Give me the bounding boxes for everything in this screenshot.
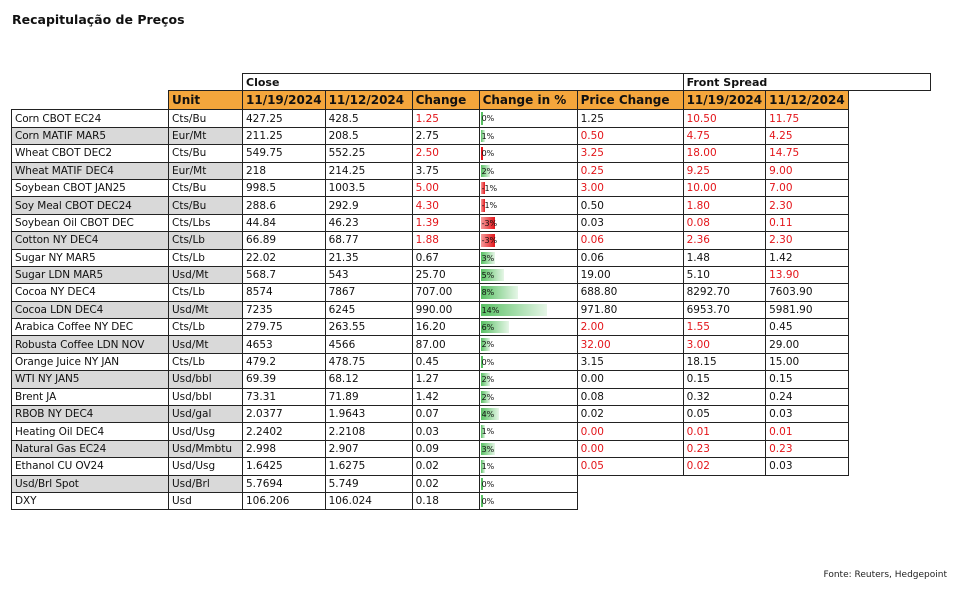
change-pct-cell [479,249,577,266]
spread-price-change-cell: 0.00 [577,371,683,388]
close-previous-cell: 263.55 [325,319,412,336]
commodity-name: Corn CBOT EC24 [12,110,169,127]
spread-price-change-cell: 0.02 [577,406,683,423]
close-current-cell: 22.02 [243,249,326,266]
unit-cell: Cts/Bu [169,145,243,162]
change-cell: 16.20 [412,319,479,336]
commodity-name: DXY [12,492,169,509]
spread-current-cell: 0.23 [683,440,766,457]
close-previous-cell: 208.5 [325,127,412,144]
change-cell: 0.03 [412,423,479,440]
column-header-close-2: 11/12/2024 [325,91,412,110]
change-pct-cell [479,145,577,162]
spread-current-cell: 0.01 [683,423,766,440]
table-row [12,388,931,405]
change-cell: 0.67 [412,249,479,266]
spread-price-change-cell: 0.06 [577,249,683,266]
close-previous-cell: 428.5 [325,110,412,127]
unit-cell: Eur/Mt [169,127,243,144]
spread-price-change-cell: 3.00 [577,179,683,196]
close-current-cell: 2.998 [243,440,326,457]
close-previous-cell: 71.89 [325,388,412,405]
table-row [12,127,931,144]
close-current-cell: 73.31 [243,388,326,405]
commodity-name: RBOB NY DEC4 [12,406,169,423]
spread-current-cell: 8292.70 [683,284,766,301]
spread-current-cell: 6953.70 [683,301,766,318]
close-current-cell: 998.5 [243,179,326,196]
close-previous-cell: 1.6275 [325,458,412,475]
close-previous-cell: 2.907 [325,440,412,457]
blank-cell [577,475,683,492]
change-cell: 1.27 [412,371,479,388]
change-pct-label: -1% [481,201,498,211]
price-summary-table [11,73,931,510]
unit-cell: Usd/Brl [169,475,243,492]
spread-current-cell: 10.00 [683,179,766,196]
commodity-name: Cocoa NY DEC4 [12,284,169,301]
column-header-spread-2: 11/12/2024 [766,91,849,110]
change-pct-cell [479,353,577,370]
close-previous-cell: 4566 [325,336,412,353]
change-cell: 0.02 [412,458,479,475]
spread-current-cell: 0.32 [683,388,766,405]
spread-current-cell: 0.15 [683,371,766,388]
commodity-name: Ethanol CU OV24 [12,458,169,475]
unit-cell: Usd/Usg [169,423,243,440]
change-pct-cell [479,371,577,388]
unit-cell: Cts/Bu [169,110,243,127]
close-current-cell: 568.7 [243,266,326,283]
change-cell: 0.09 [412,440,479,457]
unit-cell: Usd/Mt [169,336,243,353]
change-pct-label: -3% [481,236,498,246]
close-previous-cell: 106.024 [325,492,412,509]
page-title: Recapitulação de Preços [12,12,185,27]
change-pct-cell [479,440,577,457]
close-current-cell: 66.89 [243,232,326,249]
change-pct-label: 4% [481,410,495,420]
unit-cell: Usd/bbl [169,388,243,405]
spread-current-cell: 9.25 [683,162,766,179]
change-cell: 4.30 [412,197,479,214]
change-pct-cell [479,214,577,231]
unit-cell: Usd/bbl [169,371,243,388]
close-current-cell: 211.25 [243,127,326,144]
table-row [12,232,931,249]
close-previous-cell: 7867 [325,284,412,301]
spread-previous-cell: 0.24 [766,388,849,405]
spread-previous-cell: 0.45 [766,319,849,336]
spread-current-cell: 4.75 [683,127,766,144]
spread-previous-cell: 0.23 [766,440,849,457]
commodity-name: Orange Juice NY JAN [12,353,169,370]
change-cell: 990.00 [412,301,479,318]
blank-cell [169,74,243,91]
change-cell: 1.88 [412,232,479,249]
spread-current-cell: 5.10 [683,266,766,283]
spread-price-change-cell: 0.06 [577,232,683,249]
close-current-cell: 218 [243,162,326,179]
commodity-name: Soy Meal CBOT DEC24 [12,197,169,214]
change-pct-cell [479,162,577,179]
change-cell: 2.50 [412,145,479,162]
change-pct-label: 0% [481,149,495,159]
change-cell: 25.70 [412,266,479,283]
change-cell: 0.02 [412,475,479,492]
spread-price-change-cell: 0.03 [577,214,683,231]
spread-previous-cell: 4.25 [766,127,849,144]
spread-current-cell: 1.55 [683,319,766,336]
change-cell: 5.00 [412,179,479,196]
change-pct-label: 1% [481,462,495,472]
spread-current-cell: 2.36 [683,232,766,249]
close-previous-cell: 543 [325,266,412,283]
change-pct-cell [479,423,577,440]
change-pct-cell [479,301,577,318]
commodity-name: Soybean CBOT JAN25 [12,179,169,196]
change-pct-cell [479,458,577,475]
table-row [12,266,931,283]
spread-current-cell: 0.08 [683,214,766,231]
close-previous-cell: 1003.5 [325,179,412,196]
table-row [12,145,931,162]
unit-cell: Usd/Mt [169,266,243,283]
close-previous-cell: 68.12 [325,371,412,388]
close-current-cell: 288.6 [243,197,326,214]
spread-previous-cell: 2.30 [766,197,849,214]
blank-cell [577,492,683,509]
blank-cell [12,74,169,91]
change-pct-label: 0% [481,496,495,506]
close-current-cell: 4653 [243,336,326,353]
commodity-name: Arabica Coffee NY DEC [12,319,169,336]
change-pct-label: 1% [481,427,495,437]
change-cell: 1.39 [412,214,479,231]
change-pct-label: 3% [481,444,495,454]
commodity-name: Wheat CBOT DEC2 [12,145,169,162]
spread-previous-cell: 15.00 [766,353,849,370]
change-pct-label: 0% [481,114,495,124]
column-header-change: Change [412,91,479,110]
spread-previous-cell: 13.90 [766,266,849,283]
group-header-row [12,74,931,91]
unit-cell: Cts/Bu [169,179,243,196]
column-header-row [12,91,931,110]
change-cell: 0.07 [412,406,479,423]
table-row [12,162,931,179]
blank-cell [766,492,849,509]
change-pct-cell [479,319,577,336]
spread-previous-cell: 0.03 [766,458,849,475]
change-cell: 2.75 [412,127,479,144]
close-previous-cell: 5.749 [325,475,412,492]
change-cell: 87.00 [412,336,479,353]
commodity-name: Cotton NY DEC4 [12,232,169,249]
spread-price-change-cell: 0.08 [577,388,683,405]
change-pct-cell [479,179,577,196]
commodity-name: Corn MATIF MAR5 [12,127,169,144]
unit-cell: Eur/Mt [169,162,243,179]
table-row [12,197,931,214]
spread-price-change-cell: 0.50 [577,127,683,144]
close-current-cell: 279.75 [243,319,326,336]
commodity-name: Natural Gas EC24 [12,440,169,457]
commodity-name: Sugar NY MAR5 [12,249,169,266]
close-current-cell: 427.25 [243,110,326,127]
commodity-name: Usd/Brl Spot [12,475,169,492]
column-header-close-1: 11/19/2024 [243,91,326,110]
change-pct-label: 0% [481,479,495,489]
change-pct-cell [479,492,577,509]
commodity-name: Brent JA [12,388,169,405]
change-pct-label: 6% [481,323,495,333]
change-pct-label: 3% [481,253,495,263]
change-pct-cell [479,127,577,144]
change-pct-cell [479,475,577,492]
close-previous-cell: 1.9643 [325,406,412,423]
column-header-unit: Unit [169,91,243,110]
change-pct-cell [479,266,577,283]
table-row [12,475,931,492]
close-current-cell: 479.2 [243,353,326,370]
change-pct-label: 5% [481,270,495,280]
change-pct-cell [479,388,577,405]
spread-price-change-cell: 0.25 [577,162,683,179]
change-pct-cell [479,284,577,301]
column-header-price-change: Price Change [577,91,683,110]
spread-current-cell: 18.00 [683,145,766,162]
change-pct-label: 2% [481,340,495,350]
close-current-cell: 2.2402 [243,423,326,440]
spread-price-change-cell: 1.25 [577,110,683,127]
spread-price-change-cell: 971.80 [577,301,683,318]
unit-cell: Cts/Lb [169,284,243,301]
close-previous-cell: 552.25 [325,145,412,162]
close-previous-cell: 6245 [325,301,412,318]
close-group-label: Close [243,74,684,91]
commodity-name: Soybean Oil CBOT DEC [12,214,169,231]
spread-previous-cell: 9.00 [766,162,849,179]
blank-cell [766,475,849,492]
spread-current-cell: 0.02 [683,458,766,475]
change-pct-label: 2% [481,166,495,176]
unit-cell: Cts/Lb [169,249,243,266]
table-row [12,284,931,301]
blank-cell [12,91,169,110]
change-pct-label: 2% [481,392,495,402]
spread-previous-cell: 7603.90 [766,284,849,301]
spread-previous-cell: 14.75 [766,145,849,162]
change-pct-cell [479,336,577,353]
table-row [12,110,931,127]
commodity-name: Heating Oil DEC4 [12,423,169,440]
column-header-change-pct: Change in % [479,91,577,110]
unit-cell: Cts/Lb [169,232,243,249]
spread-previous-cell: 5981.90 [766,301,849,318]
spread-price-change-cell: 688.80 [577,284,683,301]
source-note: Fonte: Reuters, Hedgepoint [823,570,947,580]
change-cell: 3.75 [412,162,479,179]
spread-price-change-cell: 32.00 [577,336,683,353]
close-current-cell: 8574 [243,284,326,301]
commodity-name: Sugar LDN MAR5 [12,266,169,283]
close-previous-cell: 2.2108 [325,423,412,440]
unit-cell: Usd/Usg [169,458,243,475]
close-previous-cell: 68.77 [325,232,412,249]
unit-cell: Cts/Lbs [169,214,243,231]
close-current-cell: 69.39 [243,371,326,388]
change-cell: 0.45 [412,353,479,370]
commodity-name: WTI NY JAN5 [12,371,169,388]
change-pct-cell [479,110,577,127]
table-row [12,214,931,231]
close-current-cell: 106.206 [243,492,326,509]
unit-cell: Usd/Mt [169,301,243,318]
change-pct-label: 0% [481,357,495,367]
unit-cell: Cts/Lb [169,353,243,370]
table-row [12,406,931,423]
close-previous-cell: 478.75 [325,353,412,370]
spread-current-cell: 3.00 [683,336,766,353]
spread-price-change-cell: 0.50 [577,197,683,214]
change-pct-label: 14% [481,305,500,315]
close-current-cell: 5.7694 [243,475,326,492]
table-row [12,458,931,475]
unit-cell: Cts/Lb [169,319,243,336]
change-cell: 1.25 [412,110,479,127]
close-current-cell: 44.84 [243,214,326,231]
unit-cell: Usd [169,492,243,509]
table-row [12,371,931,388]
spread-current-cell: 10.50 [683,110,766,127]
table-row [12,249,931,266]
front-spread-group-label: Front Spread [683,74,930,91]
table-row [12,353,931,370]
table-row [12,336,931,353]
spread-previous-cell: 29.00 [766,336,849,353]
spread-previous-cell: 0.03 [766,406,849,423]
column-header-spread-1: 11/19/2024 [683,91,766,110]
table-row [12,492,931,509]
table-row [12,423,931,440]
table-row [12,301,931,318]
change-cell: 1.42 [412,388,479,405]
close-previous-cell: 292.9 [325,197,412,214]
change-pct-label: 1% [481,131,495,141]
unit-cell: Cts/Bu [169,197,243,214]
spread-current-cell: 1.48 [683,249,766,266]
spread-price-change-cell: 0.00 [577,423,683,440]
change-pct-label: -1% [481,183,498,193]
commodity-name: Wheat MATIF DEC4 [12,162,169,179]
spread-price-change-cell: 3.25 [577,145,683,162]
blank-cell [683,475,766,492]
table-row [12,319,931,336]
spread-previous-cell: 0.15 [766,371,849,388]
spread-previous-cell: 0.01 [766,423,849,440]
change-pct-cell [479,197,577,214]
commodity-name: Robusta Coffee LDN NOV [12,336,169,353]
spread-previous-cell: 2.30 [766,232,849,249]
table-row [12,179,931,196]
spread-price-change-cell: 0.05 [577,458,683,475]
commodity-name: Cocoa LDN DEC4 [12,301,169,318]
spread-current-cell: 18.15 [683,353,766,370]
change-pct-cell [479,232,577,249]
close-previous-cell: 214.25 [325,162,412,179]
change-cell: 0.18 [412,492,479,509]
blank-cell [683,492,766,509]
close-previous-cell: 46.23 [325,214,412,231]
close-previous-cell: 21.35 [325,249,412,266]
change-pct-label: -3% [481,218,498,228]
spread-previous-cell: 11.75 [766,110,849,127]
change-pct-label: 8% [481,288,495,298]
spread-previous-cell: 1.42 [766,249,849,266]
table-row [12,440,931,457]
unit-cell: Usd/gal [169,406,243,423]
change-cell: 707.00 [412,284,479,301]
spread-previous-cell: 0.11 [766,214,849,231]
close-current-cell: 549.75 [243,145,326,162]
close-current-cell: 7235 [243,301,326,318]
change-pct-cell [479,406,577,423]
spread-previous-cell: 7.00 [766,179,849,196]
spread-price-change-cell: 2.00 [577,319,683,336]
spread-current-cell: 0.05 [683,406,766,423]
unit-cell: Usd/Mmbtu [169,440,243,457]
spread-price-change-cell: 19.00 [577,266,683,283]
spread-price-change-cell: 0.00 [577,440,683,457]
close-current-cell: 1.6425 [243,458,326,475]
change-pct-label: 2% [481,375,495,385]
close-current-cell: 2.0377 [243,406,326,423]
spread-current-cell: 1.80 [683,197,766,214]
spread-price-change-cell: 3.15 [577,353,683,370]
